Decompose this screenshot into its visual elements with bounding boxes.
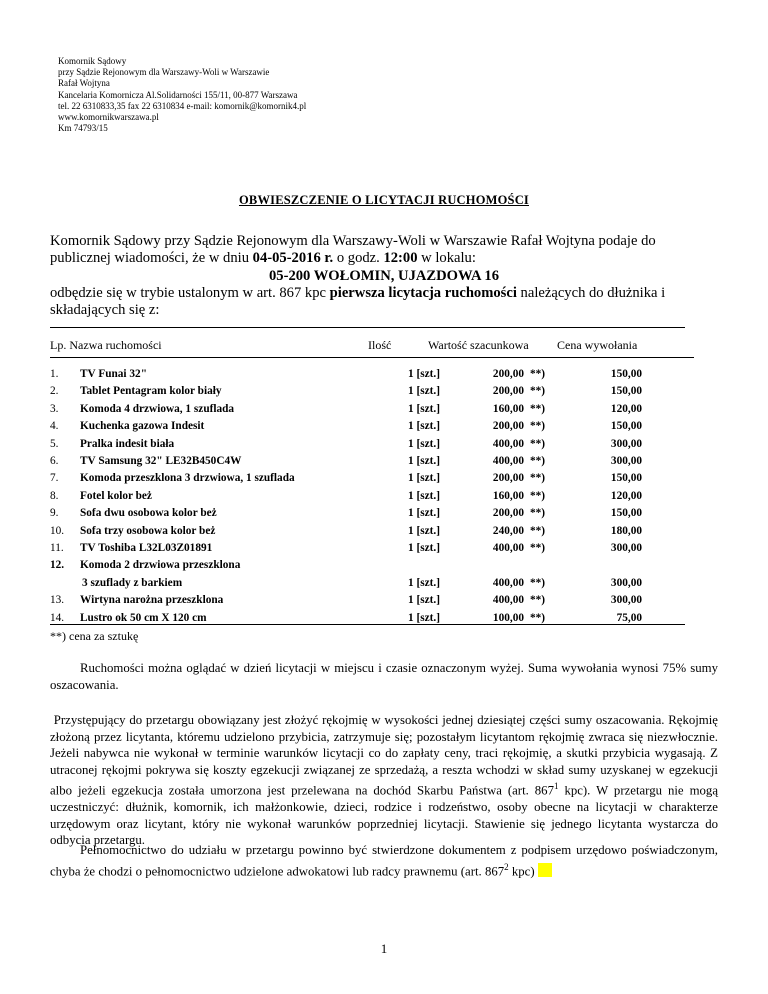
item-mark: **) [530, 420, 546, 433]
header-qty: Ilość [368, 338, 392, 352]
item-name: Pralka indesit biała [80, 437, 175, 450]
item-qty: 1 [szt.] [408, 489, 440, 502]
header-lp-name: Lp. Nazwa ruchomości [50, 338, 162, 352]
item-price: 180,00 [610, 524, 642, 537]
item-name: Fotel kolor beż [80, 489, 152, 502]
item-price: 150,00 [610, 472, 642, 485]
page-number: 1 [380, 941, 388, 956]
row-lp: 2. [50, 385, 59, 398]
item-qty: 1 [szt.] [408, 594, 440, 607]
item-mark: **) [530, 542, 546, 554]
item-value: 400,00 [492, 437, 524, 450]
letterhead-line: Komornik Sądowy [58, 56, 127, 66]
footnote: **) cena za sztukę [50, 629, 139, 643]
item-name: Komoda przeszklona 3 drzwiowa, 1 szuflada [80, 472, 295, 485]
item-mark: **) [530, 368, 546, 380]
item-mark: **) [530, 385, 546, 398]
item-mark: **) [530, 611, 546, 624]
header-value: Wartość szacunkowa [428, 338, 529, 352]
item-qty: 1 [szt.] [408, 542, 440, 554]
item-value: 400,00 [492, 455, 524, 467]
item-name: TV Funai 32" [80, 368, 147, 380]
row-lp: 13. [50, 594, 65, 607]
item-price: 75,00 [616, 611, 642, 624]
item-qty: 1 [szt.] [408, 576, 440, 589]
item-value: 160,00 [492, 489, 524, 502]
first-auction-phrase: pierwsza licytacja ruchomości [329, 284, 517, 301]
item-value: 240,00 [492, 524, 524, 537]
intro-continuation: odbędzie się w trybie ustalonym w art. 867 kpc pierwsza licytacja ruchomości należących do dłużnika i składających się z: [50, 284, 666, 319]
highlight-mark [538, 863, 552, 877]
row-lp: 9. [50, 507, 59, 520]
paragraph-power-of-attorney: Pełnomocnictwo do udziału w przetargu powinno być stwierdzone dokumentem z podpisem urzędowo poświadczonym, chyba że chodzi o pełnomocnictwo udzielone adwokatowi lub radcy prawnemu (art. $867^2$ kpc) [50, 843, 718, 878]
letterhead-line: Rafał Wojtyna [58, 78, 110, 89]
item-value: 100,00 [492, 611, 524, 624]
item-price: 300,00 [610, 542, 642, 554]
item-qty: 1 [szt.] [408, 368, 440, 380]
item-name: Lustro ok 50 cm X 120 cm [80, 611, 207, 624]
item-name: Tablet Pentagram kolor biały [80, 385, 222, 398]
item-qty: 1 [szt.] [408, 524, 440, 537]
letterhead-line: tel. 22 6310833,35 fax 22 6310834 e-mail: komornik@komornik4.pl [58, 100, 307, 111]
item-price: 150,00 [610, 420, 642, 433]
row-lp: 10. [50, 524, 65, 537]
page-title: OBWIESZCZENIE O LICYTACJI RUCHOMOŚCI [238, 193, 529, 207]
row-lp: 12. [50, 559, 65, 572]
item-qty: 1 [szt.] [408, 420, 440, 433]
paragraph-viewing: Ruchomości można oglądać w dzień licytacji w miejscu i czasie oznaczonym wyżej. Suma wywołania wynosi 75% sumy oszacowania. [50, 661, 718, 692]
item-value: 400,00 [492, 576, 524, 589]
item-mark: **) [530, 524, 546, 537]
item-mark: **) [530, 437, 546, 450]
item-name: Wirtyna narożna przeszklona [80, 594, 224, 607]
item-name: Sofa trzy osobowa kolor beż [80, 524, 216, 537]
row-lp: 1. [50, 368, 59, 380]
item-name: Komoda 4 drzwiowa, 1 szuflada [80, 402, 235, 415]
item-value: 160,00 [492, 402, 524, 415]
item-price: 150,00 [610, 368, 642, 380]
row-lp: 11. [50, 542, 64, 554]
item-price: 300,00 [610, 437, 642, 450]
item-mark: **) [530, 576, 546, 589]
row-lp: 5. [50, 437, 59, 450]
item-value: 200,00 [492, 507, 524, 520]
auction-location: 05-200 WOŁOMIN, UJAZDOWA 16 [268, 267, 499, 284]
table-bottom-rule [50, 624, 685, 625]
item-mark: **) [530, 507, 546, 520]
table-top-rule [50, 327, 685, 328]
item-qty: 1 [szt.] [408, 507, 440, 520]
item-qty: 1 [szt.] [408, 402, 440, 415]
item-qty: 1 [szt.] [408, 611, 440, 624]
item-price: 300,00 [610, 576, 642, 589]
item-price: 300,00 [610, 455, 642, 467]
item-name: TV Toshiba L32L03Z01891 [80, 542, 213, 554]
bailiff-letterhead [58, 56, 306, 134]
auction-time: 12:00 [383, 250, 418, 267]
item-qty: 1 [szt.] [408, 455, 440, 467]
paragraph-deposit: Przystępujący do przetargu obowiązany jest złożyć rękojmię w wysokości jednej dziesiątej części sumy oszacowania. Rękojmię złożoną przez licytanta, któremu udzielono przybicia, zatrzymuje się; pozostałym licytantom rękojmię zwraca się niezwłocznie. Jeżeli nabywca nie wykonał w terminie warunków licytacji co do zapłaty ceny, traci rękojmię, a skutki przybicia wygasają. Z utraconej rękojmi pokrywa się koszty egzekucji związanej ze sprzedażą, a reszta wchodzi w skład sumy uzyskanej w egzekucji albo jeżeli egzekucja została umorzona jest przelewana na dochód Skarbu Państwa (art. $867^1$ kpc). W przetargu nie mogą uczestniczyć: dłużnik, komornik, ich małżonkowie, dzieci, rodzice i rodzeństwo, osoby obecne na licytacji w charakterze urzędowym oraz licytant, który nie wykonał warunków poprzedniej licytacji. Stawienie się jednego licytanta wystarcza do odbycia przetargu. [50, 713, 718, 848]
row-lp: 14. [50, 611, 65, 624]
item-name: 3 szuflady z barkiem [82, 576, 183, 589]
item-name: Sofa dwu osobowa kolor beż [80, 507, 217, 520]
item-price: 120,00 [610, 402, 642, 415]
item-mark: **) [530, 455, 546, 467]
item-value: 200,00 [492, 385, 524, 398]
row-lp: 4. [50, 420, 59, 433]
item-value: 200,00 [492, 368, 524, 380]
item-value: 400,00 [492, 542, 524, 554]
item-name: Kuchenka gazowa Indesit [80, 420, 205, 433]
item-price: 300,00 [610, 594, 642, 607]
item-value: 200,00 [492, 472, 524, 485]
item-value: 400,00 [492, 594, 524, 607]
item-mark: **) [530, 594, 546, 607]
item-name: Komoda 2 drzwiowa przeszklona [80, 559, 241, 572]
letterhead-line: Km 74793/15 [58, 123, 108, 134]
table-header-rule [50, 357, 694, 358]
letterhead-line: www.komornikwarszawa.pl [58, 112, 159, 123]
item-price: 150,00 [610, 385, 642, 398]
item-mark: **) [530, 472, 546, 485]
auction-date: 04-05-2016 r. [252, 250, 334, 267]
letterhead-line: Kancelaria Komornicza Al.Solidarności 155/11, 00-877 Warszawa [58, 89, 298, 100]
item-mark: **) [530, 402, 546, 415]
letterhead-line: przy Sądzie Rejonowym dla Warszawy-Woli w Warszawie [58, 67, 270, 78]
row-lp: 6. [50, 455, 59, 467]
intro-paragraph: Komornik Sądowy przy Sądzie Rejonowym dla Warszawy-Woli w Warszawie Rafał Wojtyna podaje do publicznej wiadomości, że w dniu 04-05-2016 r. o godz. 12:00 w lokalu: [50, 233, 656, 267]
item-qty: 1 [szt.] [408, 385, 440, 398]
row-lp: 7. [50, 472, 59, 485]
item-value: 200,00 [492, 420, 524, 433]
header-price: Cena wywołania [557, 338, 638, 352]
row-lp: 8. [50, 489, 59, 502]
item-qty: 1 [szt.] [408, 437, 440, 450]
item-price: 150,00 [610, 507, 642, 520]
row-lp: 3. [50, 402, 59, 415]
item-mark: **) [530, 489, 546, 502]
item-name: TV Samsung 32" LE32B450C4W [80, 455, 242, 467]
item-qty: 1 [szt.] [408, 472, 440, 485]
item-price: 120,00 [610, 489, 642, 502]
intro-text [50, 233, 718, 319]
